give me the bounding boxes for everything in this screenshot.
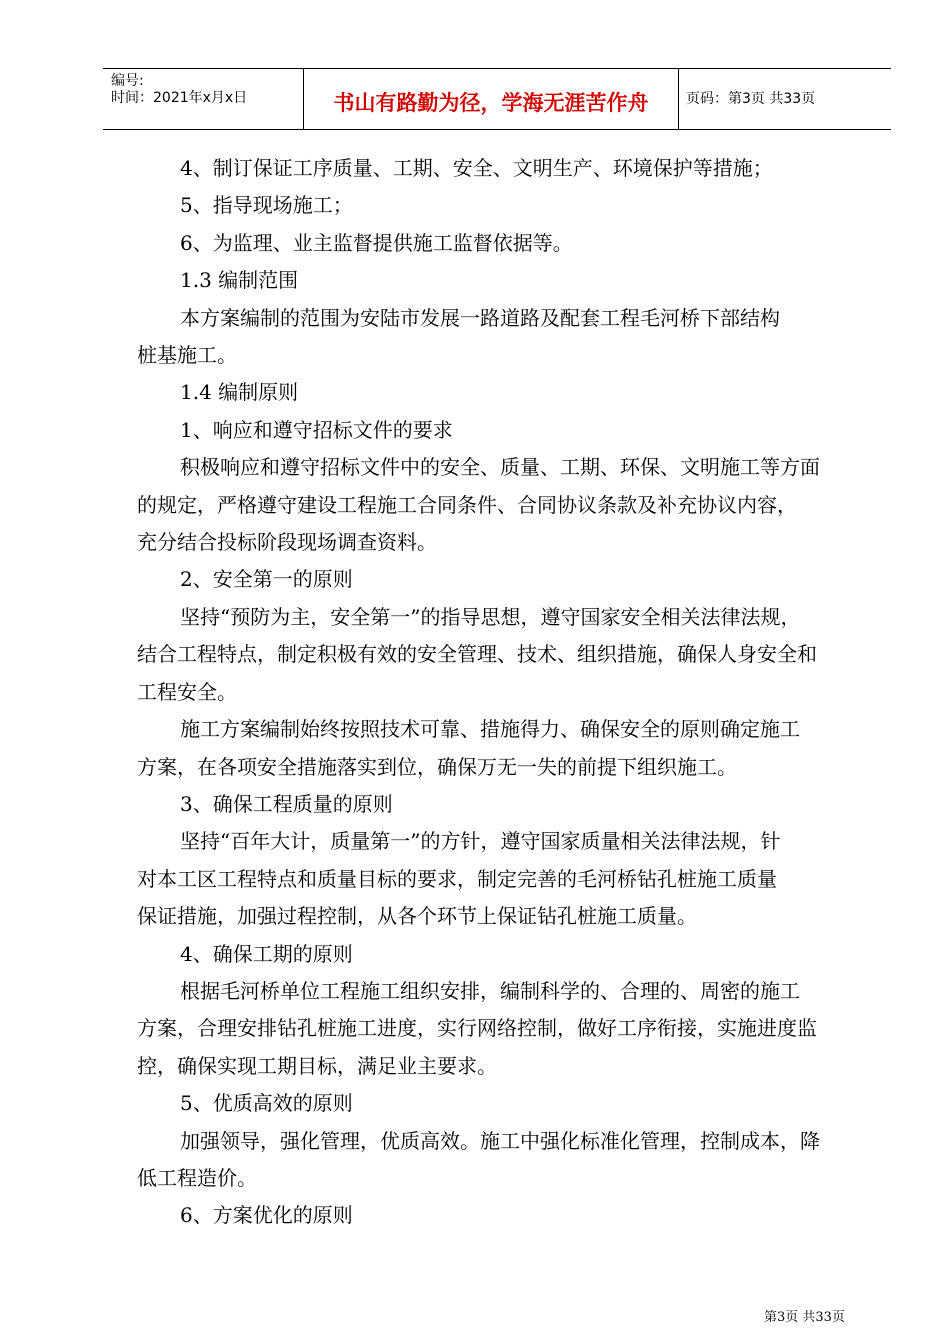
date-label: 时间：2021年x月x日	[111, 90, 248, 106]
body-paragraph: 6、为监理、业主监督提供施工监督依据等。	[180, 230, 573, 255]
body-paragraph: 控，确保实现工期目标，满足业主要求。	[137, 1053, 497, 1078]
body-paragraph: 充分结合投标阶段现场调查资料。	[137, 530, 437, 555]
document-body	[137, 150, 867, 1235]
header-page-cell	[678, 69, 891, 129]
body-paragraph: 积极响应和遵守招标文件中的安全、质量、工期、环保、文明施工等方面	[180, 455, 820, 480]
motto-text: 书山有路勤为径，学海无涯苦作舟	[333, 91, 649, 115]
body-paragraph: 方案，在各项安全措施落实到位，确保万无一失的前提下组织施工。	[137, 754, 737, 779]
body-paragraph: 低工程造价。	[137, 1165, 257, 1190]
header-meta	[103, 69, 303, 129]
body-paragraph: 坚持“百年大计，质量第一”的方针，遵守国家质量相关法律法规，针	[180, 829, 781, 854]
body-paragraph: 1、响应和遵守招标文件的要求	[180, 417, 453, 442]
body-paragraph: 根据毛河桥单位工程施工组织安排，编制科学的、合理的、周密的施工	[180, 978, 800, 1003]
body-paragraph: 坚持“预防为主，安全第一”的指导思想，遵守国家安全相关法律法规，	[180, 604, 801, 629]
page-header	[103, 68, 891, 130]
body-paragraph: 6、方案优化的原则	[180, 1203, 353, 1228]
body-paragraph: 方案，合理安排钻孔桩施工进度，实行网络控制，做好工序衔接，实施进度监	[137, 1016, 817, 1041]
body-paragraph: 2、安全第一的原则	[180, 567, 353, 592]
body-paragraph: 1.3 编制范围	[180, 268, 299, 293]
body-paragraph: 的规定，严格遵守建设工程施工合同条件、合同协议条款及补充协议内容，	[137, 492, 797, 517]
body-paragraph: 3、确保工程质量的原则	[180, 791, 393, 816]
number-label: 编号:	[111, 73, 144, 89]
body-paragraph: 对本工区工程特点和质量目标的要求，制定完善的毛河桥钻孔桩施工质量	[137, 866, 777, 891]
body-paragraph: 5、指导现场施工；	[180, 193, 353, 218]
body-paragraph: 5、优质高效的原则	[180, 1091, 353, 1116]
body-paragraph: 保证措施，加强过程控制，从各个环节上保证钻孔桩施工质量。	[137, 904, 697, 929]
header-page-label: 页码：第3页 共33页	[686, 91, 816, 107]
body-paragraph: 工程安全。	[137, 679, 237, 704]
body-paragraph: 1.4 编制原则	[180, 380, 299, 405]
body-paragraph: 本方案编制的范围为安陆市发展一路道路及配套工程毛河桥下部结构	[180, 305, 780, 330]
body-paragraph: 结合工程特点，制定积极有效的安全管理、技术、组织措施，确保人身安全和	[137, 642, 817, 667]
header-motto-cell	[303, 69, 679, 129]
page-footer: 第3页 共33页	[764, 1310, 845, 1325]
body-paragraph: 施工方案编制始终按照技术可靠、措施得力、确保安全的原则确定施工	[180, 717, 800, 742]
body-paragraph: 加强领导，强化管理，优质高效。施工中强化标准化管理，控制成本，降	[180, 1128, 820, 1153]
body-paragraph: 桩基施工。	[137, 343, 237, 368]
body-paragraph: 4、制订保证工序质量、工期、安全、文明生产、环境保护等措施；	[180, 156, 773, 180]
body-paragraph: 4、确保工期的原则	[180, 941, 353, 966]
